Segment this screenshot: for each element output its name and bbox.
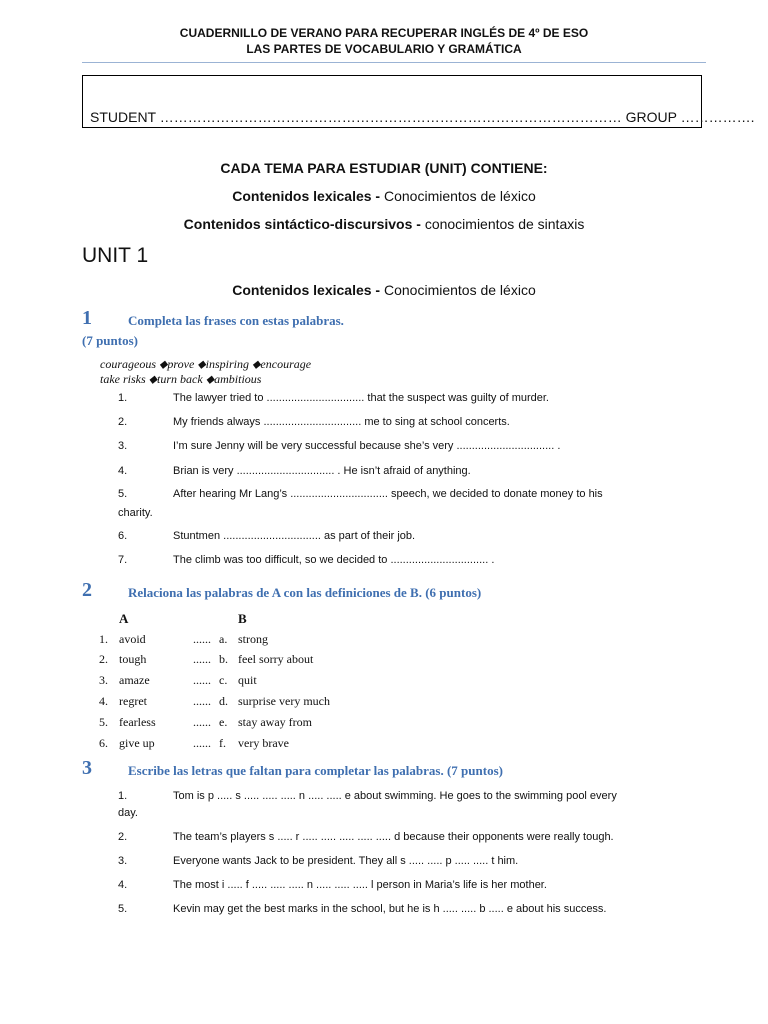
match-row-1: [0, 632, 768, 650]
unit-subtitle-rest: Conocimientos de léxico: [383, 282, 536, 298]
item-number: 2.: [118, 416, 128, 428]
item-text: Everyone wants Jack to be president. They all s ..... ..... p ..... ..... t him.: [173, 855, 519, 867]
match-letter: a.: [219, 632, 228, 646]
match-letter: d.: [219, 694, 228, 708]
item-text: The most i ..... f ..... ..... ..... n ..... ..... ..... l person in Maria’s life is her mother.: [173, 879, 547, 891]
match-definition-b: strong: [238, 632, 268, 646]
match-blank: ......: [193, 652, 211, 666]
item-text: The team’s players s ..... r ..... ..... ..... ..... ..... d because their opponents were really tough.: [173, 831, 614, 843]
column-a-header: A: [119, 611, 129, 626]
item-text-continued: day.: [118, 807, 138, 819]
unit-subtitle: [0, 282, 768, 298]
item-text: I’m sure Jenny will be very successful because she’s very ................................ .: [173, 440, 561, 452]
item-text: After hearing Mr Lang’s ................................ speech, we decided to donate money to his: [173, 488, 603, 500]
match-letter: e.: [219, 715, 228, 729]
match-word-a: amaze: [119, 673, 150, 687]
section-2-title: Relaciona las palabras de A con las definiciones de B. (6 puntos): [128, 585, 482, 600]
match-blank: ......: [193, 632, 211, 646]
match-definition-b: feel sorry about: [238, 652, 314, 666]
match-row-6: [0, 736, 768, 754]
column-b-header: B: [238, 611, 247, 626]
match-letter: f.: [219, 736, 226, 750]
unit-subtitle-bold: Contenidos lexicales -: [232, 282, 384, 298]
item-number: 5.: [118, 488, 128, 500]
student-box: [82, 75, 755, 128]
item-number: 5.: [118, 903, 128, 915]
intro-syntax-line: [0, 216, 768, 232]
match-number: 6.: [99, 736, 108, 750]
section-1-points: (7 puntos): [82, 333, 138, 348]
item-number: 2.: [118, 831, 128, 843]
item-text: The lawyer tried to ................................ that the suspect was guilty of murder.: [173, 392, 549, 404]
match-number: 5.: [99, 715, 108, 729]
section-1-title: Completa las frases con estas palabras.: [128, 313, 344, 328]
match-letter: b.: [219, 652, 228, 666]
item-text: Kevin may get the best marks in the school, but he is h ..... ..... b ..... e about his success.: [173, 903, 607, 915]
match-row-2: [0, 652, 768, 670]
section-1-number: 1: [82, 307, 92, 329]
item-text: Brian is very ................................ . He isn’t afraid of anything.: [173, 465, 471, 477]
match-definition-b: surprise very much: [238, 694, 330, 708]
match-blank: ......: [193, 736, 211, 750]
item-number: 4.: [118, 465, 128, 477]
match-row-4: [0, 694, 768, 712]
match-row-5: [0, 715, 768, 733]
section-3-title: Escribe las letras que faltan para completar las palabras. (7 puntos): [128, 763, 503, 778]
item-number: 6.: [118, 530, 128, 542]
match-definition-b: very brave: [238, 736, 289, 750]
match-word-a: give up: [119, 736, 155, 750]
match-blank: ......: [193, 694, 211, 708]
intro-lexical-bold: Contenidos lexicales -: [232, 188, 384, 204]
match-number: 2.: [99, 652, 108, 666]
section-3-number: 3: [82, 757, 92, 779]
student-group-line: STUDENT ……………………………………………………………………………………… GROUP …………….: [90, 109, 755, 125]
match-word-a: fearless: [119, 715, 156, 729]
intro-syntax-rest: conocimientos de sintaxis: [424, 216, 585, 232]
intro-syntax-bold: Contenidos sintáctico-discursivos -: [183, 216, 425, 232]
item-number: 3.: [118, 855, 128, 867]
item-text: The climb was too difficult, so we decided to ................................ .: [173, 554, 495, 566]
section-2-number: 2: [82, 579, 92, 601]
match-blank: ......: [193, 715, 211, 729]
match-word-a: regret: [119, 694, 147, 708]
header-line-2: LAS PARTES DE VOCABULARIO Y GRAMÁTICA: [246, 42, 522, 56]
item-text-continued: charity.: [118, 507, 153, 519]
intro-lexical-rest: Conocimientos de léxico: [383, 188, 536, 204]
intro-lexical-line: [0, 188, 768, 204]
header-rule: [82, 62, 706, 63]
item-number: 4.: [118, 879, 128, 891]
match-word-a: avoid: [119, 632, 146, 646]
match-definition-b: stay away from: [238, 715, 312, 729]
match-row-3: [0, 673, 768, 691]
match-letter: c.: [219, 673, 228, 687]
item-number: 1.: [118, 790, 128, 802]
intro-title: CADA TEMA PARA ESTUDIAR (UNIT) CONTIENE:: [220, 160, 548, 176]
header-line-1: CUADERNILLO DE VERANO PARA RECUPERAR INGLÉS DE 4º DE ESO: [179, 26, 589, 40]
item-text: Stuntmen ................................ as part of their job.: [173, 530, 416, 542]
word-bank-line-1: courageous ⬥prove ⬥inspiring ⬥encourage: [100, 357, 312, 371]
item-number: 3.: [118, 440, 128, 452]
match-number: 1.: [99, 632, 108, 646]
match-word-a: tough: [119, 652, 147, 666]
item-number: 1.: [118, 392, 128, 404]
word-bank-line-2: take risks ⬥turn back ⬥ambitious: [100, 372, 262, 386]
item-number: 7.: [118, 554, 128, 566]
match-number: 3.: [99, 673, 108, 687]
match-definition-b: quit: [238, 673, 257, 687]
item-text: Tom is p ..... s ..... ..... ..... n ..... ..... e about swimming. He goes to the swimming pool every: [173, 790, 617, 802]
unit-title: UNIT 1: [82, 244, 149, 267]
match-number: 4.: [99, 694, 108, 708]
item-text: My friends always ................................ me to sing at school concerts.: [173, 416, 510, 428]
match-blank: ......: [193, 673, 211, 687]
